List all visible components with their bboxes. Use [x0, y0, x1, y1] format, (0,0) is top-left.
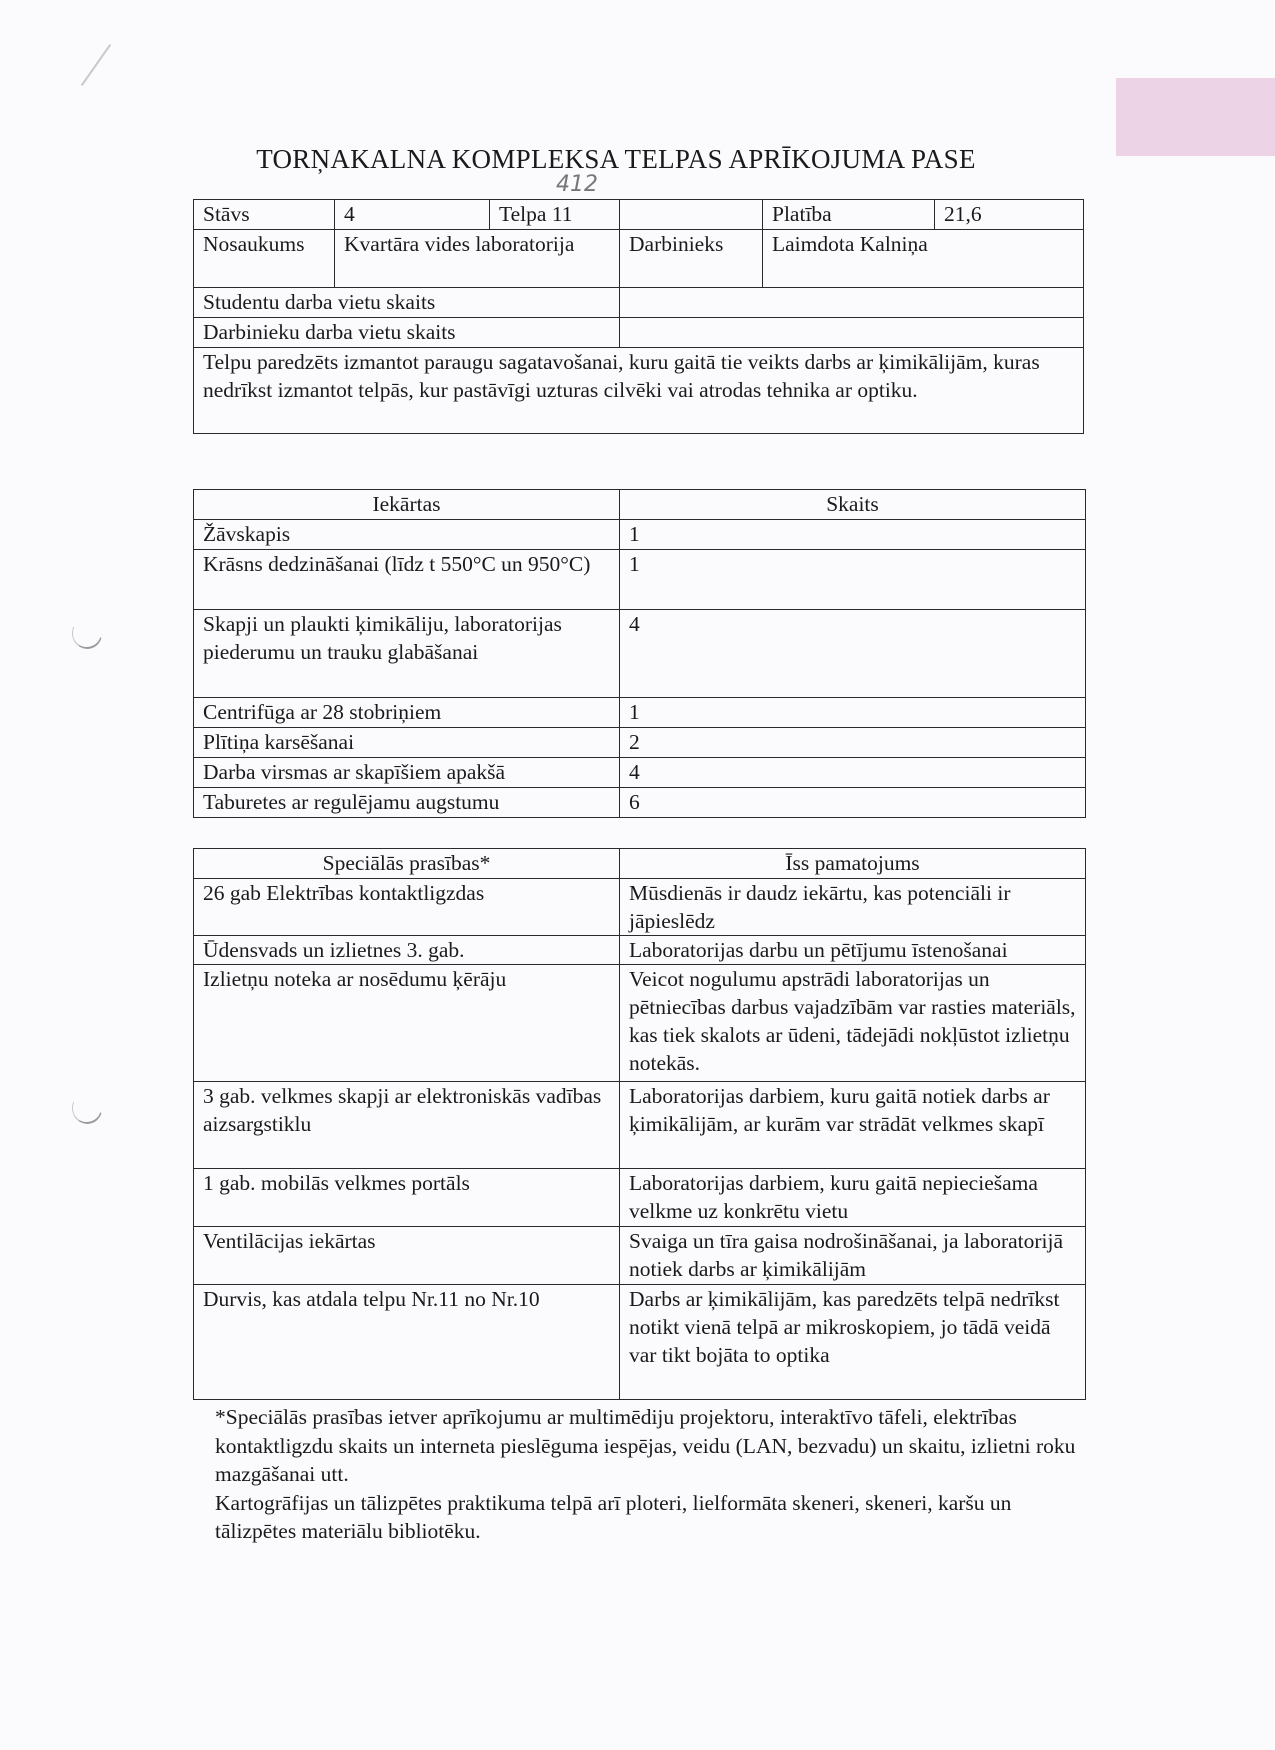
equipment-name: Žāvskapis — [194, 520, 620, 550]
requirement-reason: Laboratorijas darbiem, kuru gaitā nepieciešama velkme uz konkrētu vietu — [620, 1169, 1086, 1227]
empty-cell — [620, 200, 763, 230]
platiba-value: 21,6 — [935, 200, 1084, 230]
darbinieku-label: Darbinieku darba vietu skaits — [194, 318, 620, 348]
equipment-header-count: Skaits — [620, 490, 1086, 520]
requirements-table — [193, 848, 1086, 1400]
requirement-item: 26 gab Elektrības kontaktligzdas — [194, 879, 620, 936]
equipment-name: Taburetes ar regulējamu augstumu — [194, 788, 620, 818]
nosaukums-value: Kvartāra vides laboratorija — [335, 230, 620, 288]
requirement-item: Durvis, kas atdala telpu Nr.11 no Nr.10 — [194, 1285, 620, 1400]
requirement-reason: Mūsdienās ir daudz iekārtu, kas potenciāli ir jāpieslēdz — [620, 879, 1086, 936]
page-title: TORŅAKALNA KOMPLEKSA TELPAS APRĪKOJUMA PASE — [256, 144, 976, 174]
room-info-table — [193, 199, 1084, 434]
punch-hole-mark — [68, 614, 107, 653]
equipment-count: 4 — [620, 758, 1086, 788]
equipment-count: 1 — [620, 550, 1086, 610]
room-description: Telpu paredzēts izmantot paraugu sagatavošanai, kuru gaitā tie veikts darbs ar ķimikālijām, kuras nedrīkst izmantot telpās, kur pastāvīgi uzturas cilvēki vai atrodas tehnika ar optiku. — [194, 348, 1084, 434]
requirements-header-req: Speciālās prasības* — [194, 849, 620, 879]
equipment-count: 1 — [620, 698, 1086, 728]
nosaukums-label: Nosaukums — [194, 230, 335, 288]
studentu-value — [620, 288, 1084, 318]
requirement-reason: Laboratorijas darbiem, kuru gaitā notiek darbs ar ķimikālijām, ar kurām var strādāt velkmes skapī — [620, 1082, 1086, 1169]
equipment-header-name: Iekārtas — [194, 490, 620, 520]
equipment-count: 1 — [620, 520, 1086, 550]
darbinieks-label: Darbinieks — [620, 230, 763, 288]
equipment-count: 6 — [620, 788, 1086, 818]
requirement-reason: Laboratorijas darbu un pētījumu īstenošanai — [620, 936, 1086, 965]
requirement-item: 3 gab. velkmes skapji ar elektroniskās vadības aizsargstiklu — [194, 1082, 620, 1169]
equipment-name: Skapji un plaukti ķimikāliju, laboratorijas piederumu un trauku glabāšanai — [194, 610, 620, 698]
studentu-label: Studentu darba vietu skaits — [194, 288, 620, 318]
requirement-reason: Svaiga un tīra gaisa nodrošināšanai, ja laboratorijā notiek darbs ar ķimikālijām — [620, 1227, 1086, 1285]
requirement-item: Izlietņu noteka ar nosēdumu ķērāju — [194, 965, 620, 1082]
requirement-item: 1 gab. mobilās velkmes portāls — [194, 1169, 620, 1227]
footnote — [215, 1403, 1085, 1546]
darbinieks-value: Laimdota Kalniņa — [763, 230, 1084, 288]
equipment-count: 2 — [620, 728, 1086, 758]
requirement-reason: Darbs ar ķimikālijām, kas paredzēts telpā nedrīkst notikt vienā telpā ar mikroskopiem, jo tādā veidā var tikt bojāta to optika — [620, 1285, 1086, 1400]
pink-paper-mark — [1116, 78, 1275, 156]
requirement-item: Ventilācijas iekārtas — [194, 1227, 620, 1285]
requirements-header-reason: Īss pamatojums — [620, 849, 1086, 879]
darbinieku-value — [620, 318, 1084, 348]
stavs-value: 4 — [335, 200, 490, 230]
telpa-cell: Telpa 11 — [490, 200, 620, 230]
equipment-name: Centrifūga ar 28 stobriņiem — [194, 698, 620, 728]
footnote-line: *Speciālās prasības ietver aprīkojumu ar multimēdiju projektoru, interaktīvo tāfeli, elektrības kontaktligzdu skaits un interneta pieslēguma iespējas, veidu (LAN, bezvadu) un skaitu, izlietni roku mazgāšanai utt. — [215, 1405, 1076, 1486]
equipment-table — [193, 489, 1086, 818]
equipment-name: Plītiņa karsēšanai — [194, 728, 620, 758]
platiba-label: Platība — [763, 200, 935, 230]
stavs-label: Stāvs — [194, 200, 335, 230]
equipment-count: 4 — [620, 610, 1086, 698]
pen-scratch-mark — [81, 44, 111, 86]
requirement-reason: Veicot nogulumu apstrādi laboratorijas un pētniecības darbus vajadzībām var rasties materiāls, kas tiek skalots ar ūdeni, tādejādi nokļūstot izlietņu notekās. — [620, 965, 1086, 1082]
requirement-item: Ūdensvads un izlietnes 3. gab. — [194, 936, 620, 965]
equipment-name: Krāsns dedzināšanai (līdz t 550°C un 950°C) — [194, 550, 620, 610]
handwritten-note: 412 — [556, 172, 598, 197]
punch-hole-mark — [68, 1089, 107, 1128]
footnote-line: Kartogrāfijas un tālizpētes praktikuma telpā arī ploteri, lielformāta skeneri, skeneri, karšu un tālizpētes materiālu bibliotēku. — [215, 1490, 1012, 1543]
equipment-name: Darba virsmas ar skapīšiem apakšā — [194, 758, 620, 788]
